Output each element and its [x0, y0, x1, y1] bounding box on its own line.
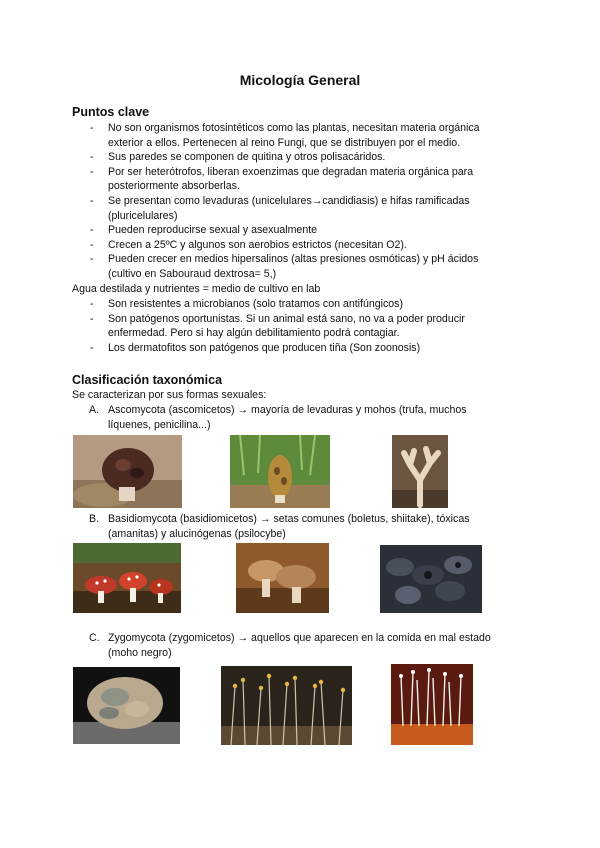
black-trumpet-photo	[380, 545, 482, 613]
white-mold-filaments-photo	[391, 664, 473, 745]
group-marker: C.	[89, 632, 100, 644]
brown-mushrooms-photo	[236, 543, 329, 613]
list-item: - No son organismos fotosintéticos como las plantas, necesitan materia orgánica exterior a ellos. Pertenecen al reino Fungi, que se distribuyen por el medio.	[72, 121, 512, 150]
amanita-muscaria-photo	[73, 543, 181, 613]
group-b	[72, 512, 512, 541]
classification-heading: Clasificación taxonómica	[72, 373, 223, 387]
group-a	[72, 403, 512, 432]
group-text: Zygomycota (zygomicetos) → aquellos que aparecen en la comida en mal estado (moho negro)	[108, 632, 491, 659]
list-item: - Pueden reproducirse sexual y asexualmente	[72, 223, 512, 238]
key-points-list	[72, 121, 512, 282]
page-title: Micología General	[239, 72, 361, 88]
list-item: - Son patógenos oportunistas. Si un animal está sano, no va a poder producir enfermedad. Pero si hay algún debilitamiento podrá contagiar.	[72, 312, 512, 341]
list-item: - Son resistentes a microbianos (solo tratamos con antifúngicos)	[72, 297, 512, 312]
group-c	[72, 631, 512, 660]
mold-sporangia-photo	[221, 666, 352, 745]
group-text: Basidiomycota (basidiomicetos) → setas comunes (boletus, shiitake), tóxicas (amanitas) y alucinógenas (psilocybe)	[108, 513, 470, 540]
list-item: - Los dermatofitos son patógenos que producen tiña (Son zoonosis)	[72, 341, 512, 356]
group-marker: B.	[89, 513, 100, 525]
list-item: - Por ser heterótrofos, liberan exoenzimas que degradan materia orgánica para posteriormente absorberlas.	[72, 165, 512, 194]
list-item: - Sus paredes se componen de quitina y otros polisacáridos.	[72, 150, 512, 165]
coral-fungus-photo	[392, 435, 448, 508]
moldy-bread-photo	[73, 667, 180, 744]
morel-dark-photo	[73, 435, 182, 508]
list-item: - Pueden crecer en medios hipersalinos (altas presiones osmóticas) y pH ácidos (cultivo en Sabouraud dextrosa= 5,)	[72, 252, 512, 281]
classification-intro: Se caracterizan por sus formas sexuales:	[72, 389, 267, 401]
group-text: Ascomycota (ascomicetos) → mayoría de levaduras y mohos (trufa, muchos líquenes, penicilina...)	[108, 404, 467, 431]
morel-yellow-photo	[230, 435, 330, 508]
group-marker: A.	[89, 404, 100, 416]
key-points-heading: Puntos clave	[72, 105, 150, 119]
list-item: - Crecen a 25ºC y algunos son aerobios estrictos (necesitan O2).	[72, 238, 512, 253]
agua-line: Agua destilada y nutrientes = medio de cultivo en lab	[72, 283, 321, 295]
key-points-list-2	[72, 297, 512, 355]
list-item: - Se presentan como levaduras (unicelulares→candidiasis) e hifas ramificadas (pluricelulares)	[72, 194, 512, 223]
